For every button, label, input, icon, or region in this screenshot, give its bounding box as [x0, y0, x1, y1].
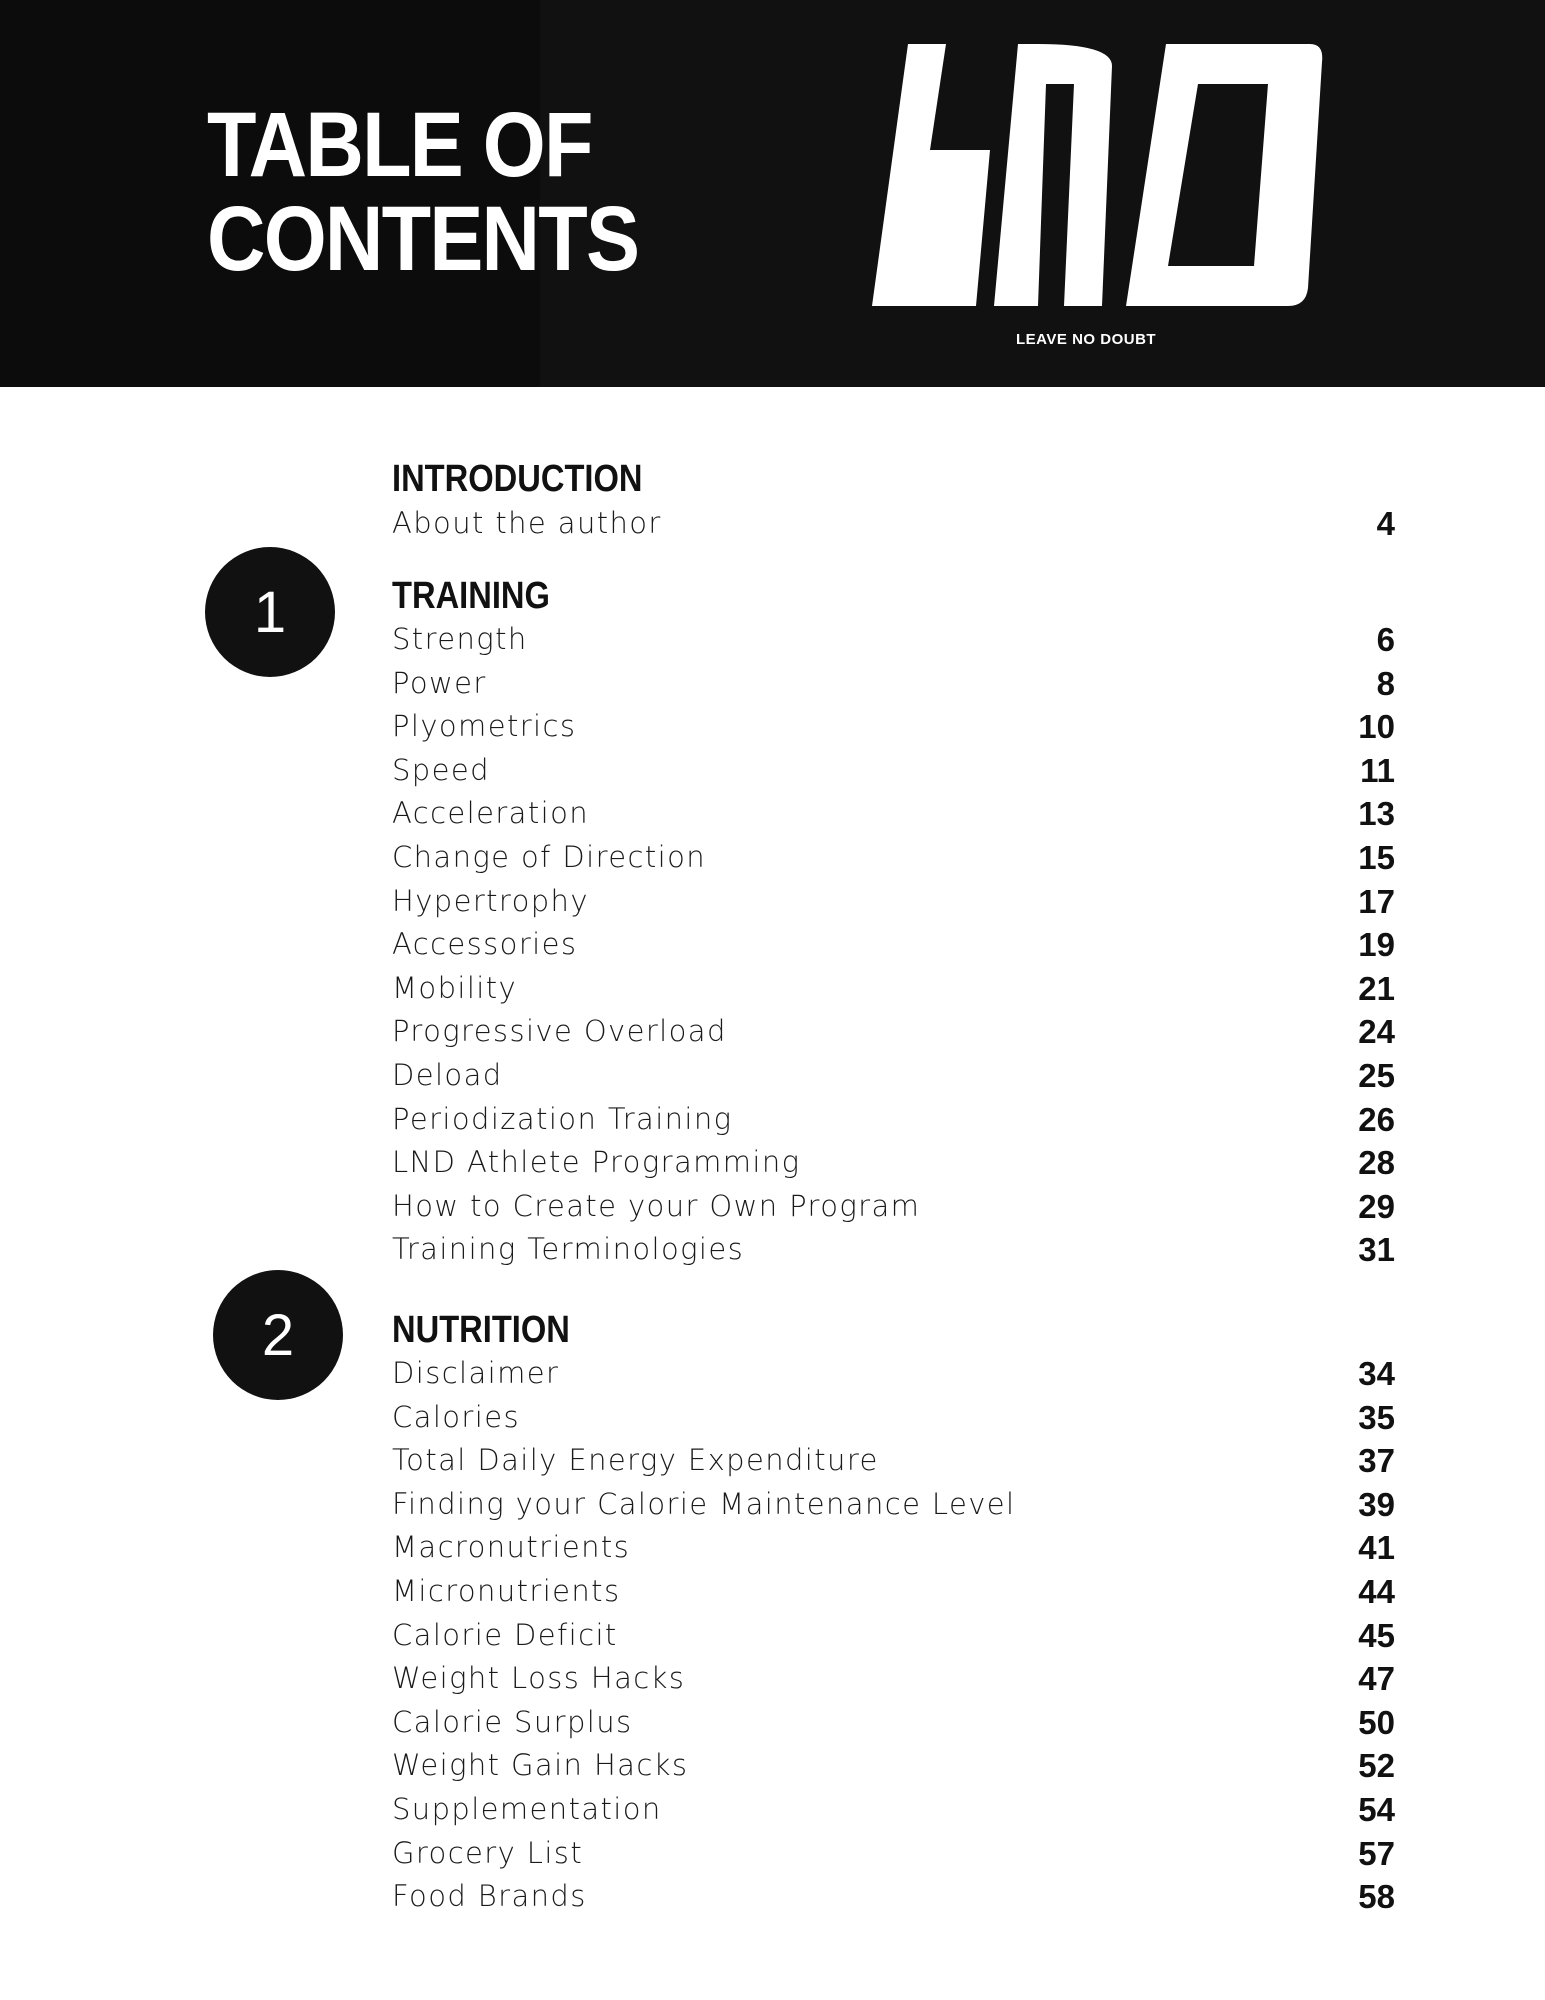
toc-entry-title: Weight Gain Hacks — [392, 1748, 689, 1783]
toc-entry-title: Food Brands — [392, 1879, 587, 1914]
toc-entry-page: 31 — [1358, 1231, 1395, 1269]
toc-list-training — [392, 618, 1395, 1272]
toc-entry[interactable] — [392, 1185, 1395, 1229]
logo-tagline: LEAVE NO DOUBT — [1016, 331, 1157, 348]
toc-entry-page: 44 — [1358, 1572, 1395, 1610]
toc-entry[interactable] — [392, 1141, 1395, 1185]
toc-entry-title: Deload — [392, 1057, 503, 1092]
toc-entry-page: 10 — [1358, 708, 1395, 746]
toc-entry-page: 15 — [1358, 838, 1395, 876]
chapter-number-badge: 2 — [213, 1270, 343, 1400]
toc-entry-title: Calorie Deficit — [392, 1617, 618, 1652]
toc-entry-page: 52 — [1358, 1747, 1395, 1785]
toc-entry-page: 54 — [1358, 1790, 1395, 1828]
toc-entry[interactable] — [392, 967, 1395, 1011]
toc-entry[interactable] — [392, 1832, 1395, 1876]
page-title-line-1: TABLE OF — [207, 94, 592, 196]
toc-entry-title: Power — [392, 665, 487, 700]
toc-entry[interactable] — [392, 1010, 1395, 1054]
toc-entry-page: 8 — [1376, 664, 1395, 702]
lnd-logo — [868, 40, 1328, 315]
toc-entry-title: Acceleration — [392, 796, 590, 831]
toc-entry[interactable] — [392, 705, 1395, 749]
toc-entry-page: 35 — [1358, 1398, 1395, 1436]
toc-entry[interactable] — [392, 1614, 1395, 1658]
toc-entry-title: Periodization Training — [392, 1101, 733, 1136]
toc-list-introduction — [392, 502, 1395, 546]
toc-entry-page: 24 — [1358, 1013, 1395, 1051]
toc-entry-page: 34 — [1358, 1355, 1395, 1392]
toc-entry[interactable] — [392, 1875, 1395, 1919]
toc-entry-title: Micronutrients — [392, 1573, 621, 1608]
toc-entry[interactable] — [392, 1570, 1395, 1614]
toc-entry[interactable] — [392, 1701, 1395, 1745]
toc-entry-title: Grocery List — [392, 1835, 584, 1870]
toc-list-nutrition — [392, 1352, 1395, 1919]
toc-entry[interactable] — [392, 1526, 1395, 1570]
chapter-number-badge: 1 — [205, 547, 335, 677]
toc-entry[interactable] — [392, 618, 1395, 662]
section-heading-introduction: INTRODUCTION — [392, 458, 643, 500]
toc-entry[interactable] — [392, 880, 1395, 924]
toc-entry-page: 4 — [1376, 505, 1395, 542]
toc-entry-title: Plyometrics — [392, 709, 577, 744]
toc-entry[interactable] — [392, 1352, 1395, 1396]
section-heading-training: TRAINING — [392, 575, 550, 617]
header-banner — [0, 0, 1545, 387]
toc-entry-title: Accessories — [392, 927, 578, 962]
toc-entry-title: Calories — [392, 1399, 520, 1434]
toc-entry-title: Hypertrophy — [392, 883, 589, 918]
toc-entry-title: LND Athlete Programming — [392, 1145, 801, 1180]
toc-entry[interactable] — [392, 1439, 1395, 1483]
toc-entry[interactable] — [392, 1744, 1395, 1788]
toc-entry-page: 19 — [1358, 926, 1395, 964]
toc-entry-title: Macronutrients — [392, 1530, 631, 1565]
toc-entry-page: 45 — [1358, 1616, 1395, 1654]
toc-entry-title: Progressive Overload — [392, 1014, 727, 1049]
toc-entry[interactable] — [392, 836, 1395, 880]
toc-entry[interactable] — [392, 1054, 1395, 1098]
toc-entry[interactable] — [392, 1657, 1395, 1701]
toc-entry-page: 6 — [1376, 621, 1395, 658]
toc-entry-title: How to Create your Own Program — [392, 1188, 921, 1223]
toc-entry-title: Supplementation — [392, 1791, 662, 1826]
toc-entry-title: Total Daily Energy Expenditure — [392, 1443, 879, 1478]
toc-entry-title: Change of Direction — [392, 839, 707, 874]
toc-entry-page: 47 — [1358, 1660, 1395, 1698]
toc-entry-page: 50 — [1358, 1703, 1395, 1741]
toc-entry-title: Disclaimer — [392, 1356, 560, 1390]
section-heading-nutrition: NUTRITION — [392, 1309, 570, 1351]
toc-entry-page: 26 — [1358, 1100, 1395, 1138]
toc-entry-page: 17 — [1358, 882, 1395, 920]
toc-entry-title: Strength — [392, 622, 528, 656]
toc-entry[interactable] — [392, 792, 1395, 836]
toc-entry[interactable] — [392, 1483, 1395, 1527]
toc-entry-title: Mobility — [392, 970, 518, 1005]
page-title-line-2: CONTENTS — [207, 188, 639, 290]
toc-entry[interactable] — [392, 502, 1395, 546]
page-title — [207, 94, 639, 290]
toc-entry[interactable] — [392, 923, 1395, 967]
toc-entry[interactable] — [392, 1098, 1395, 1142]
toc-entry-page: 57 — [1358, 1834, 1395, 1872]
toc-entry-page: 37 — [1358, 1442, 1395, 1480]
toc-entry-page: 29 — [1358, 1187, 1395, 1225]
toc-entry-page: 11 — [1360, 751, 1395, 789]
toc-entry-page: 25 — [1358, 1056, 1395, 1094]
toc-entry[interactable] — [392, 1228, 1395, 1272]
toc-entry-page: 28 — [1358, 1144, 1395, 1182]
toc-entry-title: Weight Loss Hacks — [392, 1661, 686, 1696]
toc-entry[interactable] — [392, 749, 1395, 793]
toc-entry[interactable] — [392, 1396, 1395, 1440]
toc-entry[interactable] — [392, 1788, 1395, 1832]
toc-entry-title: Training Terminologies — [392, 1232, 745, 1267]
toc-entry-title: Calorie Surplus — [392, 1704, 633, 1739]
toc-entry-title: Speed — [392, 752, 490, 787]
toc-entry-page: 41 — [1358, 1529, 1395, 1567]
toc-entry-page: 13 — [1358, 795, 1395, 833]
toc-entry-title: Finding your Calorie Maintenance Level — [392, 1486, 1016, 1521]
toc-entry[interactable] — [392, 662, 1395, 706]
toc-entry-title: About the author — [392, 506, 662, 540]
toc-entry-page: 58 — [1358, 1878, 1395, 1916]
toc-entry-page: 39 — [1358, 1485, 1395, 1523]
toc-entry-page: 21 — [1358, 969, 1395, 1007]
